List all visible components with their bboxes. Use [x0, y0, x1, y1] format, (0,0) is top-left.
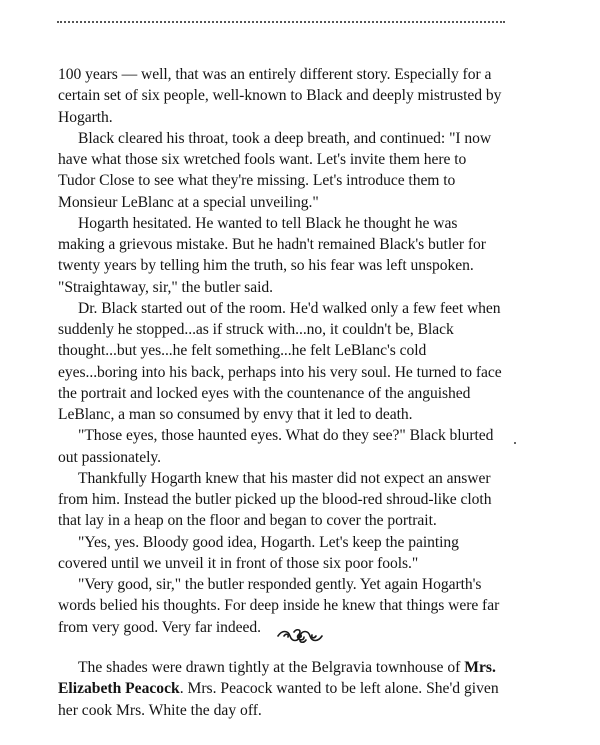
final-paragraph-start: The shades were drawn tightly at the Belgravia townhouse of: [78, 659, 465, 676]
character-name-bold: Mrs. Elizabeth Peacock: [58, 659, 496, 698]
paragraph-8: "Very good, sir," the butler responded gently. Yet again Hogarth's words belied his thoughts. For deep inside he knew that things were far from very good. Very far indeed.: [58, 576, 500, 636]
section-break-ornament: [0, 626, 600, 648]
paragraph-1: 100 years — well, that was an entirely different story. Especially for a certain set of six people, well-known to Black and deeply mistrusted by Hogarth.: [58, 66, 502, 126]
stray-print-mark: [514, 442, 516, 444]
paragraph-4: Dr. Black started out of the room. He'd walked only a few feet when suddenly he stopped...as if struck with...no, it couldn't be, Black thought...but yes...he felt something...he felt LeBlanc's cold eyes...boring into his back, perhaps into his very soul. He turned to face the portrait and locked eyes with the countenance of the anguished LeBlanc, a man so consumed by envy that it led to death.: [58, 299, 502, 423]
paragraph-7: "Yes, yes. Bloody good idea, Hogarth. Let's keep the painting covered until we unveil it in front of those six poor fools.": [58, 533, 459, 572]
paragraph-section-start: [58, 657, 506, 721]
next-section-text-block: [58, 657, 506, 721]
paragraph-3: Hogarth hesitated. He wanted to tell Black he thought he was making a grievous mistake. But he hadn't remained Black's butler for twenty years by telling him the truth, so his fear was left unspoken. "Straightaway, sir," the butler said.: [58, 214, 486, 296]
paragraph-6: Thankfully Hogarth knew that his master did not expect an answer from him. Instead the butler picked up the blood-red shroud-like cloth that lay in a heap on the floor and began to cover the portrait.: [58, 469, 492, 530]
dotted-header-rule: [57, 21, 505, 23]
paragraph-2: Black cleared his throat, took a deep breath, and continued: "I now have what those six wretched fools want. Let's invite them here to Tudor Close to see what they're missing. Let's introduce them to Monsieur LeBlanc at a special unveiling.": [58, 129, 492, 211]
main-text-block: [58, 64, 506, 638]
final-paragraph-end: . Mrs. Peacock wanted to be left alone. She'd given her cook Mrs. White the day off.: [58, 680, 499, 719]
paragraph-5: "Those eyes, those haunted eyes. What do they see?" Black blurted out passionately.: [58, 427, 494, 466]
scroll-flourish-icon: [276, 633, 324, 650]
